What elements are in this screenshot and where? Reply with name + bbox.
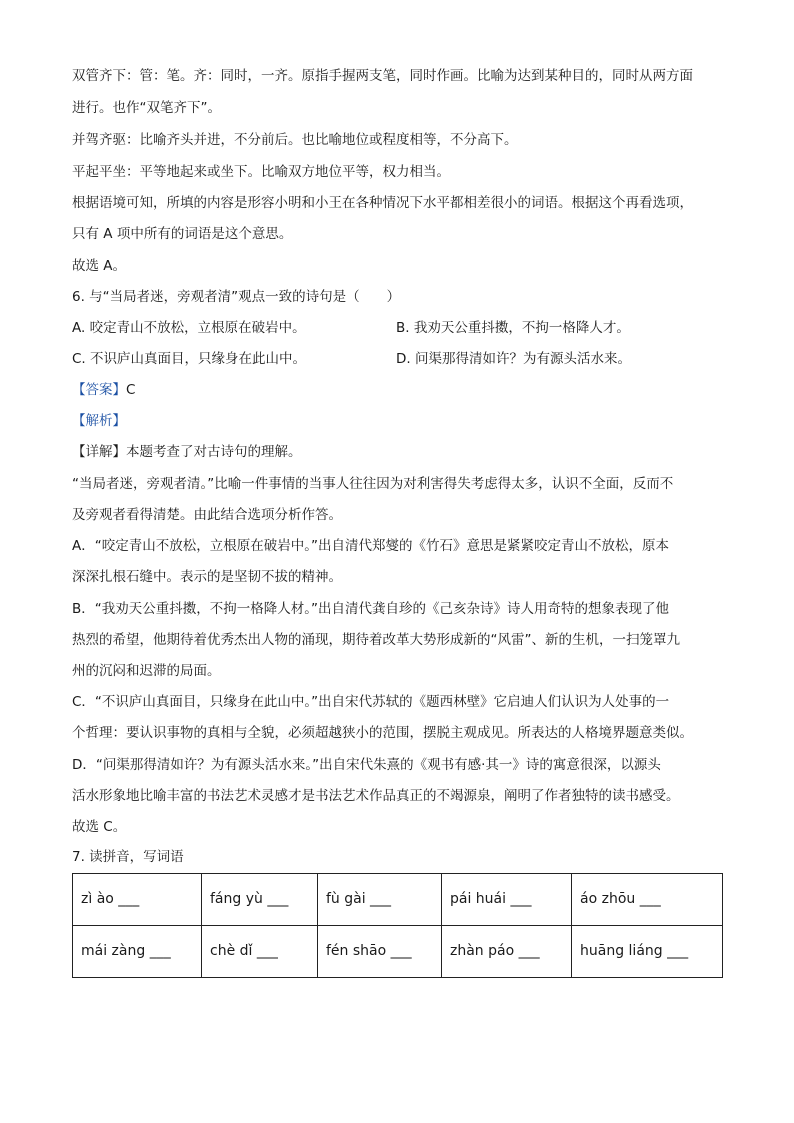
conclusion-line: 故选 C。 [72, 819, 127, 835]
pinyin-cell: zì ào ___ [73, 874, 202, 926]
detail-text: 本题考查了对古诗句的理解。 [126, 444, 302, 460]
options-row-1 [72, 320, 722, 338]
conclusion-line: 故选 A。 [72, 258, 127, 274]
explanation-line: B．“我劝天公重抖擞，不拘一格降人材。”出自清代龚自珍的《己亥杂诗》诗人用奇特的想象表现了他 [72, 601, 669, 617]
answer-line [72, 382, 135, 400]
analysis-line [72, 413, 126, 431]
paragraph-line: 双管齐下：管：笔。齐：同时，一齐。原指手握两支笔，同时作画。比喻为达到某种目的，同时从两方面 [72, 68, 693, 84]
paragraph-line: 并驾齐驱：比喻齐头并进，不分前后。也比喻地位或程度相等，不分高下。 [72, 132, 518, 148]
question-6-stem: 6. 与“当局者迷，旁观者清”观点一致的诗句是（ ） [72, 289, 401, 305]
table-row [73, 926, 723, 978]
options-row-2 [72, 351, 722, 369]
analysis-label: 【解析】 [72, 413, 126, 429]
option-b: B. 我劝天公重抖擞，不拘一格降人才。 [396, 320, 630, 336]
pinyin-cell: zhàn páo ___ [442, 926, 572, 978]
explanation-line: A．“咬定青山不放松，立根原在破岩中。”出自清代郑燮的《竹石》意思是紧紧咬定青山不放松，原本 [72, 538, 669, 554]
explanation-line: 深深扎根石缝中。表示的是坚韧不拔的精神。 [72, 569, 342, 585]
explanation-line: “当局者迷，旁观者清。”比喻一件事情的当事人往往因为对利害得失考虑得太多，认识不全面，反而不 [72, 476, 674, 492]
pinyin-cell: mái zàng ___ [73, 926, 202, 978]
pinyin-cell: fén shāo ___ [318, 926, 442, 978]
pinyin-cell: áo zhōu ___ [572, 874, 723, 926]
paragraph-line: 进行。也作“双笔齐下”。 [72, 100, 221, 116]
detail-line [72, 444, 302, 462]
paragraph-line: 根据语境可知，所填的内容是形容小明和小王在各种情况下水平都相差很小的词语。根据这个再看选项， [72, 195, 693, 211]
paragraph-line: 平起平坐：平等地起来或坐下。比喻双方地位平等，权力相当。 [72, 164, 450, 180]
option-a: A. 咬定青山不放松，立根原在破岩中。 [72, 320, 306, 336]
pinyin-cell: chè dǐ ___ [202, 926, 318, 978]
question-7-stem: 7. 读拼音，写词语 [72, 849, 184, 865]
explanation-line: 活水形象地比喻丰富的书法艺术灵感才是书法艺术作品真正的不竭源泉，阐明了作者独特的读书感受。 [72, 788, 680, 804]
pinyin-table [72, 873, 723, 978]
option-c: C. 不识庐山真面目，只缘身在此山中。 [72, 351, 307, 367]
explanation-line: 及旁观者看得清楚。由此结合选项分析作答。 [72, 507, 342, 523]
option-d: D. 问渠那得清如许？为有源头活水来。 [396, 351, 631, 367]
explanation-line: 州的沉闷和迟滞的局面。 [72, 663, 221, 679]
answer-value: C [126, 382, 136, 398]
pinyin-cell: pái huái ___ [442, 874, 572, 926]
explanation-line: D．“问渠那得清如许？为有源头活水来。”出自宋代朱熹的《观书有感·其一》诗的寓意很深，以源头 [72, 757, 661, 773]
explanation-line: C．“不识庐山真面目，只缘身在此山中。”出自宋代苏轼的《题西林壁》它启迪人们认识为人处事的一 [72, 694, 670, 710]
table-row [73, 874, 723, 926]
detail-label: 【详解】 [72, 444, 126, 460]
explanation-line: 个哲理：要认识事物的真相与全貌，必须超越狭小的范围，摆脱主观成见。所表达的人格境界题意类似。 [72, 725, 693, 741]
explanation-line: 热烈的希望，他期待着优秀杰出人物的涌现，期待着改革大势形成新的“风雷”、新的生机，一扫笼罩九 [72, 632, 680, 648]
pinyin-cell: huāng liáng ___ [572, 926, 723, 978]
pinyin-cell: fáng yù ___ [202, 874, 318, 926]
paragraph-line: 只有 A 项中所有的词语是这个意思。 [72, 226, 293, 242]
pinyin-cell: fù gài ___ [318, 874, 442, 926]
answer-label: 【答案】 [72, 382, 126, 398]
